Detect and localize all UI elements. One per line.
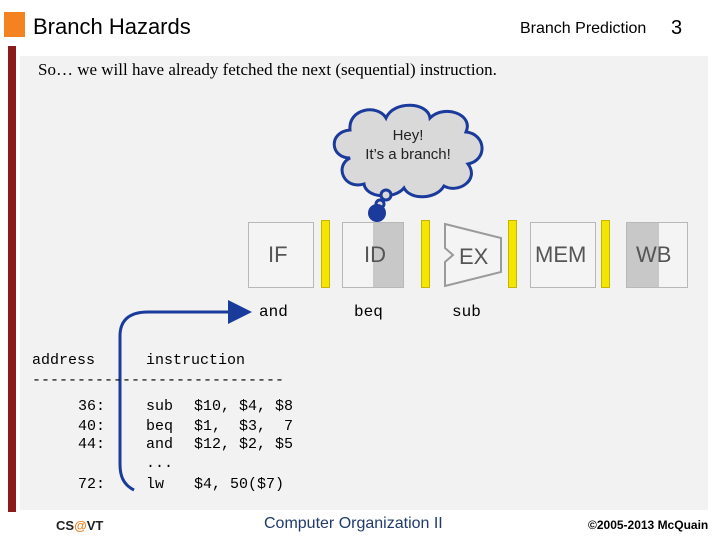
code-row-op: lw — [146, 476, 165, 493]
title-accent-square — [4, 12, 25, 37]
footer-course-name: Computer Organization II — [264, 515, 443, 532]
pipeline-latch-id-ex — [421, 220, 430, 288]
code-row-args: $1, $3, 7 — [194, 418, 294, 435]
code-row-op: beq — [146, 418, 174, 435]
callout-text — [333, 126, 483, 164]
code-separator: ---------------------------- — [32, 372, 285, 389]
pipeline-latch-if-id — [321, 220, 330, 288]
code-row-args: $12, $2, $5 — [194, 436, 294, 453]
intro-text: So… we will have already fetched the next (sequential) instruction. — [38, 60, 497, 79]
code-row-op: and — [146, 436, 174, 453]
code-header-instruction: instruction — [146, 352, 246, 369]
code-row-args: $4, 50($7) — [194, 476, 285, 493]
code-row-op: ... — [146, 455, 174, 472]
code-row-args: $10, $4, $8 — [194, 398, 294, 415]
pipeline-latch-ex-mem — [508, 220, 517, 288]
footer-course-id — [56, 518, 103, 533]
slide-number: 3 — [671, 17, 683, 39]
inflight-id: beq — [354, 303, 383, 321]
inflight-if: and — [259, 303, 288, 321]
stage-label-id: ID — [364, 242, 386, 267]
stage-label-if: IF — [268, 242, 288, 267]
left-accent-bar — [8, 46, 16, 512]
stage-label-mem: MEM — [535, 242, 587, 267]
code-header-address: address — [32, 352, 96, 369]
stage-label-ex: EX — [459, 244, 489, 269]
code-row-addr: 40: — [78, 418, 106, 435]
footer-copyright: ©2005-2013 McQuain — [588, 518, 709, 532]
code-row-addr: 36: — [78, 398, 106, 415]
section-title: Branch Prediction — [520, 20, 647, 37]
inflight-ex: sub — [452, 303, 481, 321]
footer-cs: CS — [56, 518, 75, 533]
callout-line-2: It’s a branch! — [365, 146, 451, 163]
code-row-addr: 44: — [78, 436, 106, 453]
pipeline-latch-mem-wb — [601, 220, 610, 288]
callout-line-1: Hey! — [392, 127, 424, 144]
footer-vt: VT — [86, 518, 104, 533]
stage-label-wb: WB — [636, 242, 672, 267]
slide-title: Branch Hazards — [33, 14, 191, 39]
code-row-op: sub — [146, 398, 174, 415]
code-row-addr: 72: — [78, 476, 106, 493]
footer-at: @ — [74, 518, 87, 533]
